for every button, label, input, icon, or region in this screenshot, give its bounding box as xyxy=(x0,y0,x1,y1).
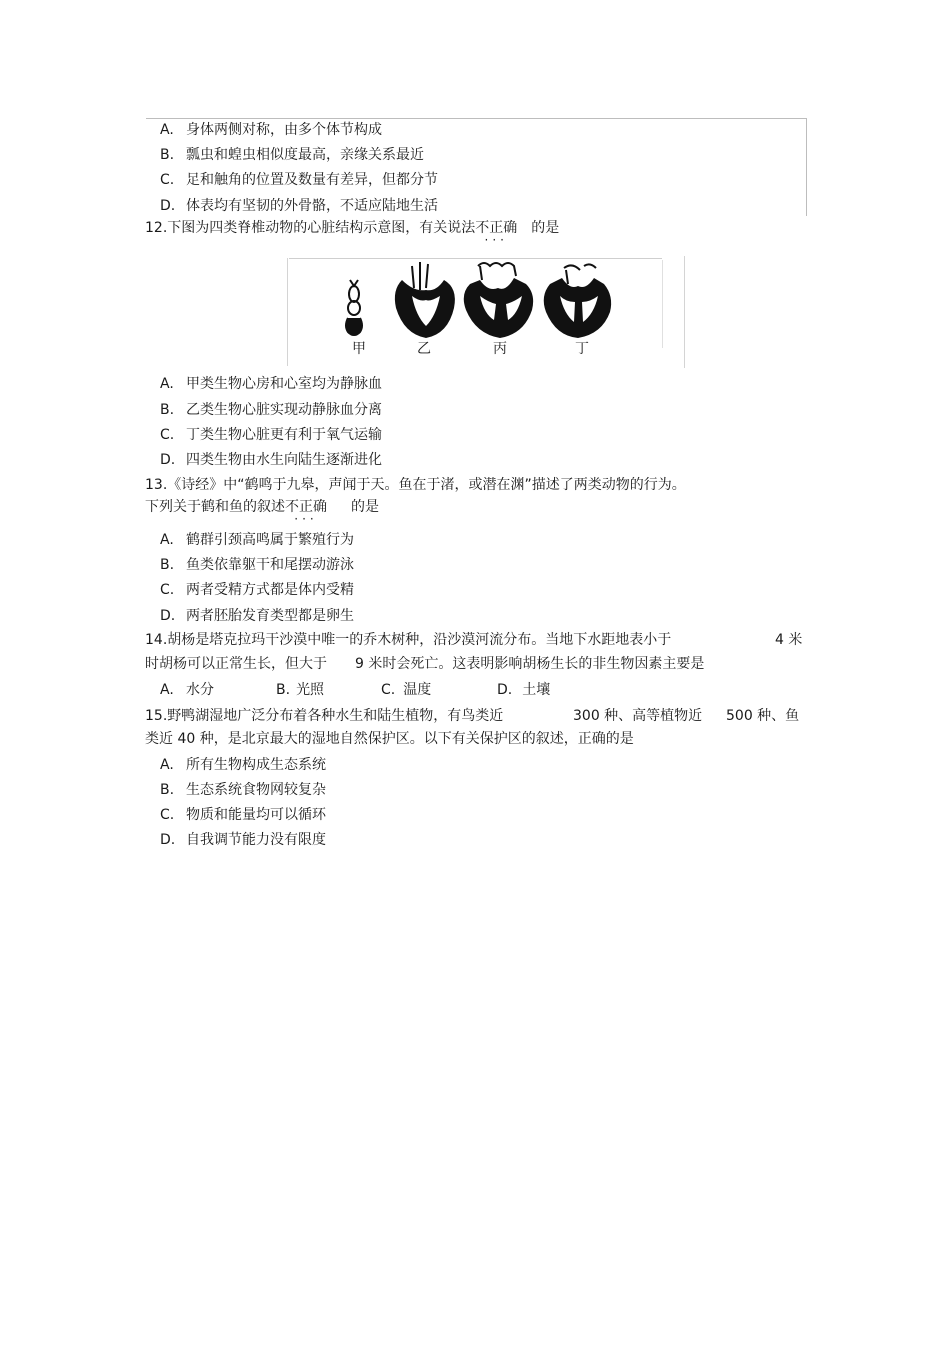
q15-stem-line1-mid: 300 种、高等植物近 xyxy=(573,708,703,724)
options-box-right-border xyxy=(806,118,807,216)
heart-structure-figure xyxy=(284,256,686,368)
figure-label-ding: 丁 xyxy=(575,341,589,357)
heart-amphibian-diagram xyxy=(395,262,455,338)
q14-stem-line1-tail: 4 米 xyxy=(775,632,803,648)
q15-stem-line2: 类近 40 种，是北京最大的湿地自然保护区。以下有关保护区的叙述，正确的是 xyxy=(145,731,634,747)
options-box-top-border xyxy=(146,118,807,119)
q11-option-b: B. 瓢虫和蝗虫相似度最高，亲缘关系最近 xyxy=(160,147,424,163)
heart-reptile-diagram xyxy=(464,263,533,338)
heart-fish-diagram xyxy=(346,280,362,335)
q15-option-d: D. 自我调节能力没有限度 xyxy=(160,832,326,848)
q15-option-c: C. 物质和能量均可以循环 xyxy=(160,807,326,823)
heart-mammal-diagram xyxy=(544,264,611,338)
figure-label-bing: 丙 xyxy=(493,341,507,357)
q14-stem-line1: 14.胡杨是塔克拉玛干沙漠中唯一的乔木树种，沿沙漠河流分布。当地下水距地表小于 xyxy=(145,632,672,648)
q15-stem-line1: 15.野鸭湖湿地广泛分布着各种水生和陆生植物，有鸟类近 xyxy=(145,708,504,724)
q13-stem-line1: 13.《诗经》中“鹤鸣于九皋，声闻于天。鱼在于渚，或潜在渊”描述了两类动物的行为。 xyxy=(145,477,686,493)
q12-option-a: A. 甲类生物心房和心室均为静脉血 xyxy=(160,376,382,392)
q11-option-c: C. 足和触角的位置及数量有差异，但都分节 xyxy=(160,172,438,188)
q11-option-d: D. 体表均有坚韧的外骨骼，不适应陆地生活 xyxy=(160,198,438,214)
q12-option-c: C. 丁类生物心脏更有利于氧气运输 xyxy=(160,427,382,443)
q15-stem-line1-tail: 500 种、鱼 xyxy=(726,708,800,724)
figure-label-yi: 乙 xyxy=(417,341,431,357)
q14-option-b: B. 光照 xyxy=(276,682,325,698)
q13-stem-line2: 下列关于鹤和鱼的叙述不正确 ··· 的是 xyxy=(145,499,379,526)
q12-option-d: D. 四类生物由水生向陆生逐渐进化 xyxy=(160,452,382,468)
q15-option-a: A. 所有生物构成生态系统 xyxy=(160,757,326,773)
q14-option-d: D. 土壤 xyxy=(497,682,551,698)
q13-option-a: A. 鹤群引颈高鸣属于繁殖行为 xyxy=(160,532,354,548)
q12-emphasis: 不正确 ··· xyxy=(475,220,518,247)
q13-option-d: D. 两者胚胎发育类型都是卵生 xyxy=(160,608,354,624)
figure-label-jia: 甲 xyxy=(352,341,366,357)
q12-option-b: B. 乙类生物心脏实现动静脉血分离 xyxy=(160,402,382,418)
q12-stem: 12.下图为四类脊椎动物的心脏结构示意图，有关说法不正确 ··· 的是 xyxy=(145,220,560,247)
q13-option-c: C. 两者受精方式都是体内受精 xyxy=(160,582,354,598)
q13-emphasis: 不正确 ··· xyxy=(285,499,327,526)
q13-option-b: B. 鱼类依靠躯干和尾摆动游泳 xyxy=(160,557,354,573)
q14-option-a: A. 水分 xyxy=(160,682,214,698)
q14-option-c: C. 温度 xyxy=(381,682,432,698)
q11-option-a: A. 身体两侧对称，由多个体节构成 xyxy=(160,122,382,138)
q14-stem-line2: 时胡杨可以正常生长，但大于 9 米时会死亡。这表明影响胡杨生长的非生物因素主要是 xyxy=(145,656,705,672)
q15-option-b: B. 生态系统食物网较复杂 xyxy=(160,782,326,798)
